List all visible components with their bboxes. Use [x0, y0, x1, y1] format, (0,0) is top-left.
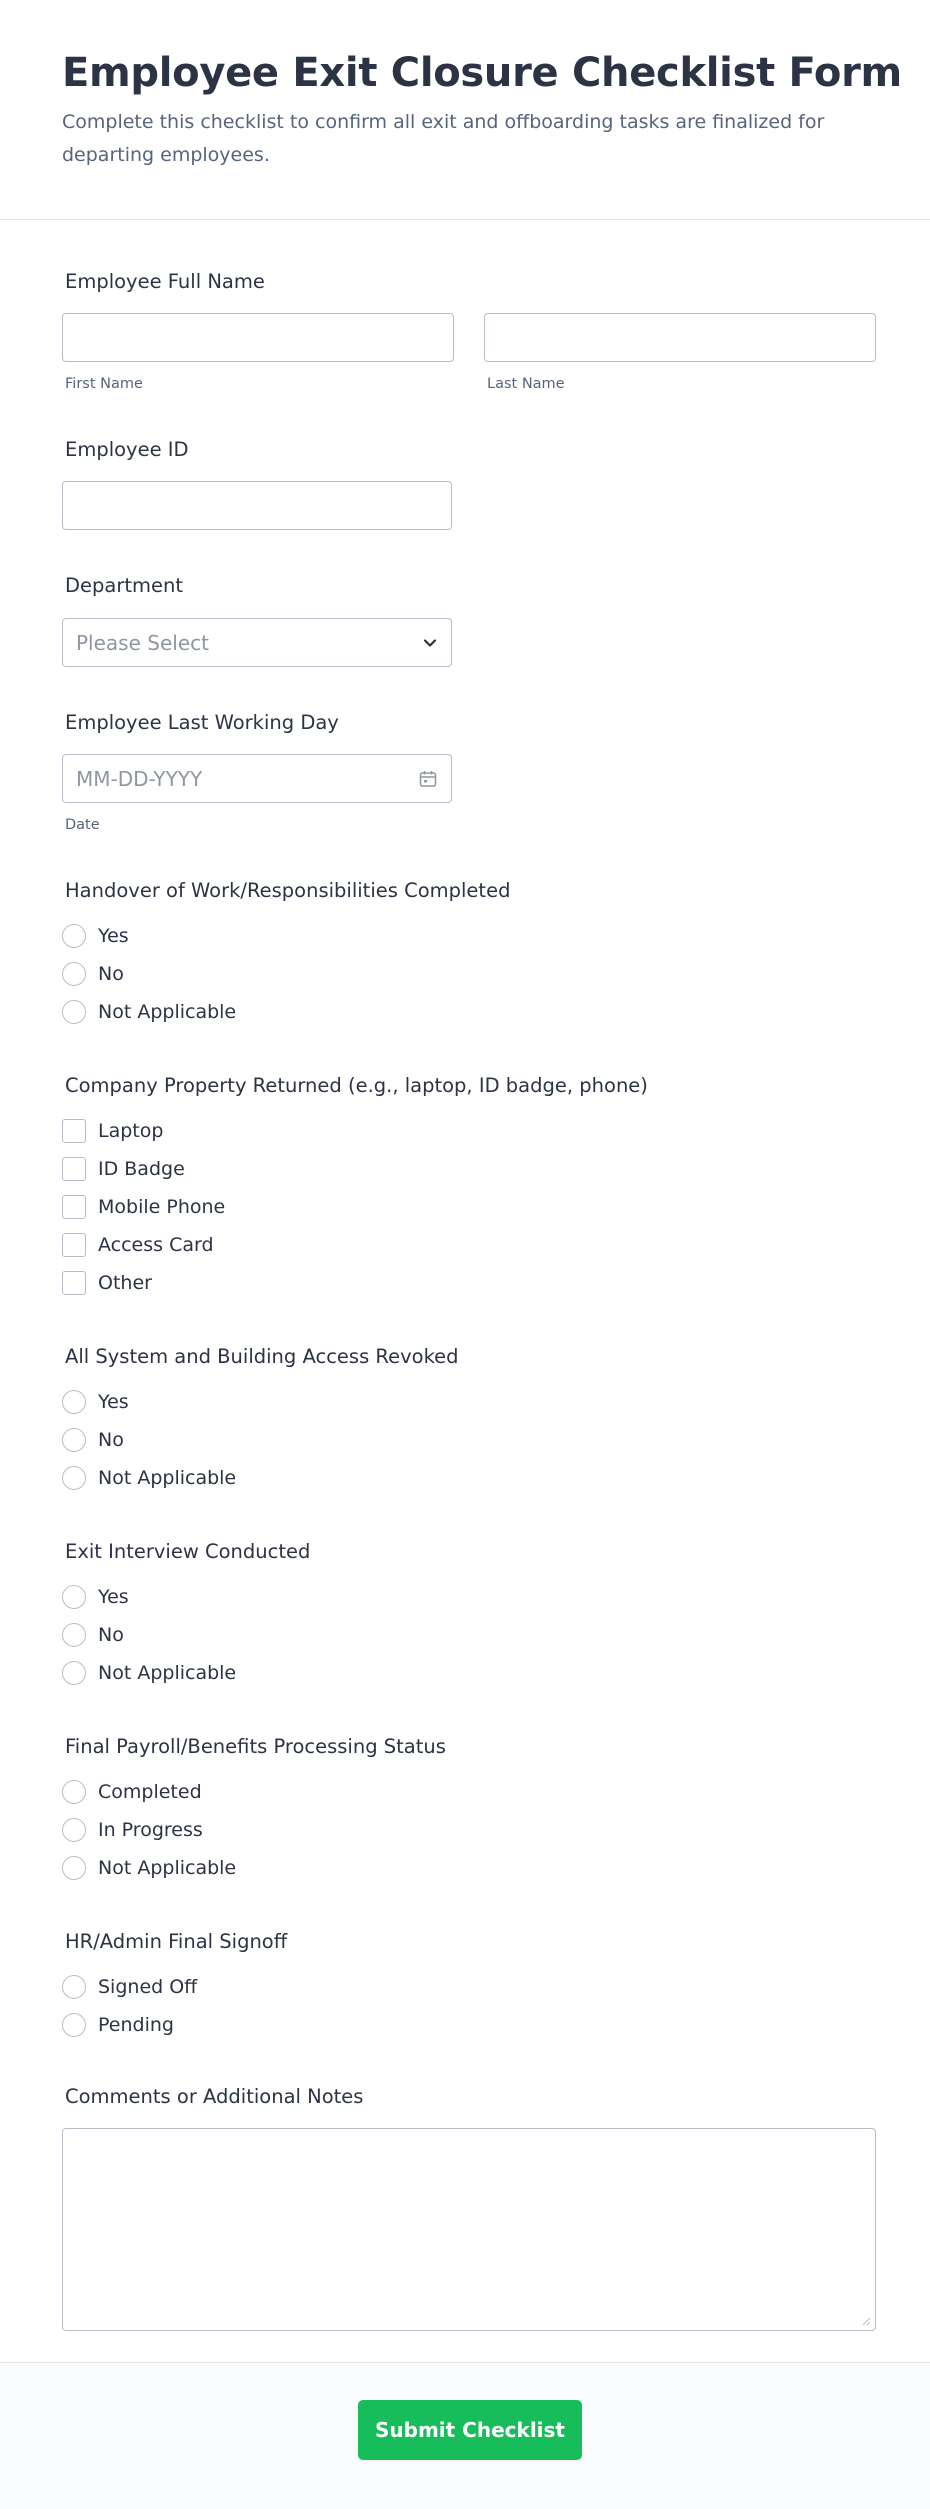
- employee-id-input[interactable]: [62, 481, 452, 530]
- exit-interview-option-not-applicable[interactable]: [62, 1659, 236, 1687]
- form-footer: [0, 2362, 930, 2509]
- access-revoked-label: All System and Building Access Revoked: [65, 1345, 459, 1368]
- radio-button[interactable]: [62, 1466, 86, 1490]
- radio-button[interactable]: [62, 1975, 86, 1999]
- property-returned-label: Company Property Returned (e.g., laptop, ID badge, phone): [65, 1074, 648, 1097]
- radio-button[interactable]: [62, 1661, 86, 1685]
- option-label: ID Badge: [98, 1158, 185, 1180]
- payroll-option-completed[interactable]: [62, 1778, 202, 1806]
- comments-textarea[interactable]: [62, 2128, 876, 2331]
- employee-id-label: Employee ID: [65, 438, 189, 461]
- option-label: Not Applicable: [98, 1001, 237, 1023]
- option-label: Mobile Phone: [98, 1196, 226, 1218]
- radio-button[interactable]: [62, 1856, 86, 1880]
- checkbox[interactable]: [62, 1233, 86, 1257]
- exit-interview-option-yes[interactable]: [62, 1583, 129, 1611]
- full-name-label: Employee Full Name: [65, 270, 265, 293]
- radio-button[interactable]: [62, 1623, 86, 1647]
- property-option-id-badge[interactable]: [62, 1155, 185, 1183]
- option-label: Yes: [98, 1586, 129, 1608]
- department-select[interactable]: [62, 618, 452, 667]
- resize-grip-icon[interactable]: [861, 2316, 871, 2326]
- last-working-day-input[interactable]: [62, 754, 452, 803]
- first-name-sublabel: First Name: [65, 376, 143, 392]
- access-option-no[interactable]: [62, 1426, 124, 1454]
- checkbox[interactable]: [62, 1271, 86, 1295]
- option-label: No: [98, 1429, 124, 1451]
- department-label: Department: [65, 574, 183, 597]
- radio-button[interactable]: [62, 924, 86, 948]
- property-option-mobile-phone[interactable]: [62, 1193, 225, 1221]
- radio-button[interactable]: [62, 1390, 86, 1414]
- option-label: Yes: [98, 925, 129, 947]
- first-name-input[interactable]: [62, 313, 454, 362]
- option-label: Laptop: [98, 1120, 164, 1142]
- submit-button[interactable]: Submit Checklist: [358, 2400, 582, 2460]
- option-label: Pending: [98, 2014, 174, 2036]
- checkbox[interactable]: [62, 1119, 86, 1143]
- access-option-yes[interactable]: [62, 1388, 129, 1416]
- last-working-day-label: Employee Last Working Day: [65, 711, 339, 734]
- checkbox[interactable]: [62, 1195, 86, 1219]
- option-label: No: [98, 1624, 124, 1646]
- handover-option-yes[interactable]: [62, 922, 129, 950]
- property-option-access-card[interactable]: [62, 1231, 214, 1259]
- last-name-input[interactable]: [484, 313, 876, 362]
- last-name-sublabel: Last Name: [487, 376, 565, 392]
- form-header: [0, 0, 930, 220]
- option-label: Access Card: [98, 1234, 214, 1256]
- access-option-not-applicable[interactable]: [62, 1464, 236, 1492]
- option-label: Not Applicable: [98, 1857, 237, 1879]
- radio-button[interactable]: [62, 962, 86, 986]
- department-placeholder: Please Select: [76, 631, 209, 655]
- option-label: Not Applicable: [98, 1467, 237, 1489]
- option-label: Other: [98, 1272, 152, 1294]
- date-sublabel: Date: [65, 817, 100, 833]
- option-label: Yes: [98, 1391, 129, 1413]
- option-label: In Progress: [98, 1819, 203, 1841]
- radio-button[interactable]: [62, 1585, 86, 1609]
- payroll-option-not-applicable[interactable]: [62, 1854, 236, 1882]
- radio-button[interactable]: [62, 1780, 86, 1804]
- page-subtitle: Complete this checklist to confirm all exit and offboarding tasks are finalized for departing employees.: [62, 111, 825, 166]
- option-label: No: [98, 963, 124, 985]
- comments-label: Comments or Additional Notes: [65, 2085, 364, 2108]
- chevron-down-icon: [421, 634, 439, 652]
- exit-interview-label: Exit Interview Conducted: [65, 1540, 311, 1563]
- payroll-option-in-progress[interactable]: [62, 1816, 203, 1844]
- handover-label: Handover of Work/Responsibilities Completed: [65, 879, 511, 902]
- radio-button[interactable]: [62, 1818, 86, 1842]
- handover-option-no[interactable]: [62, 960, 124, 988]
- calendar-icon[interactable]: [418, 769, 438, 789]
- option-label: Completed: [98, 1781, 202, 1803]
- radio-button[interactable]: [62, 2013, 86, 2037]
- option-label: Not Applicable: [98, 1662, 237, 1684]
- checkbox[interactable]: [62, 1157, 86, 1181]
- exit-interview-option-no[interactable]: [62, 1621, 124, 1649]
- radio-button[interactable]: [62, 1428, 86, 1452]
- payroll-status-label: Final Payroll/Benefits Processing Status: [65, 1735, 446, 1758]
- property-option-laptop[interactable]: [62, 1117, 163, 1145]
- property-option-other[interactable]: [62, 1269, 152, 1297]
- option-label: Signed Off: [98, 1976, 198, 1998]
- signoff-option-signed-off[interactable]: [62, 1973, 197, 2001]
- page-title: Employee Exit Closure Checklist Form: [62, 50, 902, 96]
- signoff-label: HR/Admin Final Signoff: [65, 1930, 288, 1953]
- date-placeholder: MM-DD-YYYY: [76, 767, 203, 791]
- radio-button[interactable]: [62, 1000, 86, 1024]
- handover-option-not-applicable[interactable]: [62, 998, 236, 1026]
- signoff-option-pending[interactable]: [62, 2011, 174, 2039]
